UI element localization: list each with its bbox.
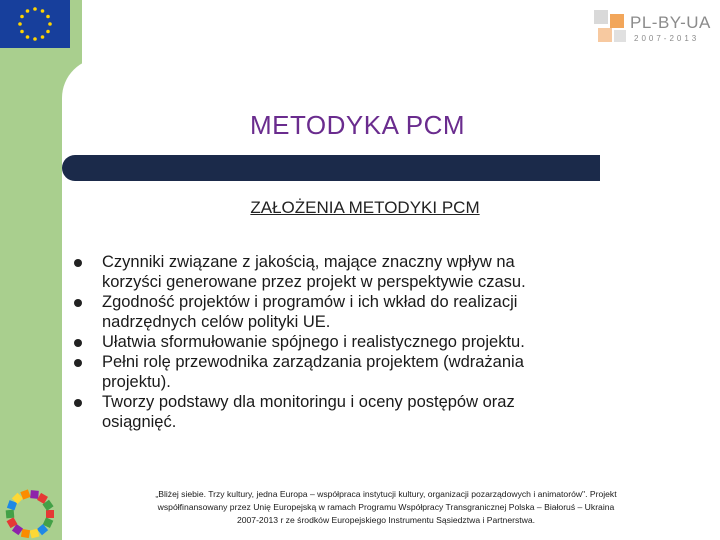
wreath-tile-icon [21, 529, 30, 538]
slide-title: METODYKA PCM [250, 110, 466, 140]
bullet-line: Ułatwia sformułowanie spójnego i realistycznego projektu. [102, 333, 525, 351]
eu-star-icon [48, 22, 52, 26]
eu-star-icon [20, 15, 24, 19]
logo-name: PL-BY-UA [630, 13, 711, 32]
pl-by-ua-logo [594, 10, 714, 50]
eu-star-icon [18, 22, 22, 26]
logo-square-icon [610, 14, 624, 28]
wreath-tile-icon [30, 490, 39, 499]
wreath-tile-icon [46, 510, 54, 518]
bullet-line: Zgodność projektów i programów i ich wkład do realizacji [102, 293, 518, 311]
bullet-item [74, 352, 634, 392]
bullet-line: Pełni rolę przewodnika zarządzania projektem (wdrażania [102, 353, 524, 371]
bullet-dot-icon [74, 299, 82, 307]
eu-star-icon [33, 7, 37, 11]
logo-square-icon [594, 10, 608, 24]
bullet-item [74, 332, 634, 352]
bullet-item [74, 392, 634, 432]
logo-square-icon [614, 30, 626, 42]
bullet-line: osiągnięć. [102, 413, 177, 431]
bullet-item [74, 292, 634, 332]
bullet-item [74, 252, 634, 292]
eu-star-icon [41, 35, 45, 39]
eu-star-icon [41, 9, 45, 13]
subtitle-text: ZAŁOŻENIA METODYKI PCM [250, 198, 480, 217]
bullet-dot-icon [74, 399, 82, 407]
eu-star-icon [26, 35, 30, 39]
slide-subtitle [0, 198, 720, 218]
bullet-dot-icon [74, 339, 82, 347]
eu-star-icon [46, 30, 50, 34]
eu-star-icon [26, 9, 30, 13]
title-divider-bar [62, 155, 600, 181]
footer-line: „Bliżej siebie. Trzy kultury, jedna Europa – współpraca instytucji kultury, organizacji pozarządowych i animatorów". Projekt [155, 489, 617, 499]
program-wreath-logo [2, 484, 58, 540]
footer-line: 2007-2013 r ze środków Europejskiego Instrumentu Sąsiedztwa i Partnerstwa. [236, 515, 536, 525]
bullet-line: korzyści generowane przez projekt w perspektywie czasu. [102, 273, 526, 291]
bullet-line: projektu). [102, 373, 171, 391]
eu-star-icon [20, 30, 24, 34]
eu-flag-icon [0, 0, 70, 48]
eu-star-icon [46, 15, 50, 19]
logo-years: 2007-2013 [634, 34, 700, 43]
wreath-tile-icon [6, 510, 15, 519]
eu-star-icon [33, 37, 37, 41]
footer-line: współfinansowany przez Unię Europejską w ramach Programu Współpracy Transgranicznej Polska – Białoruś – Ukraina [157, 502, 615, 512]
bullet-dot-icon [74, 359, 82, 367]
bullet-list [74, 252, 634, 432]
logo-square-icon [598, 28, 612, 42]
footer-note [88, 488, 684, 527]
bullet-line: Czynniki związane z jakością, mające znaczny wpływ na [102, 253, 515, 271]
bullet-line: nadrzędnych celów polityki UE. [102, 313, 331, 331]
bullet-line: Tworzy podstawy dla monitoringu i oceny postępów oraz [102, 393, 515, 411]
green-side-band [0, 0, 82, 540]
bullet-dot-icon [74, 259, 82, 267]
